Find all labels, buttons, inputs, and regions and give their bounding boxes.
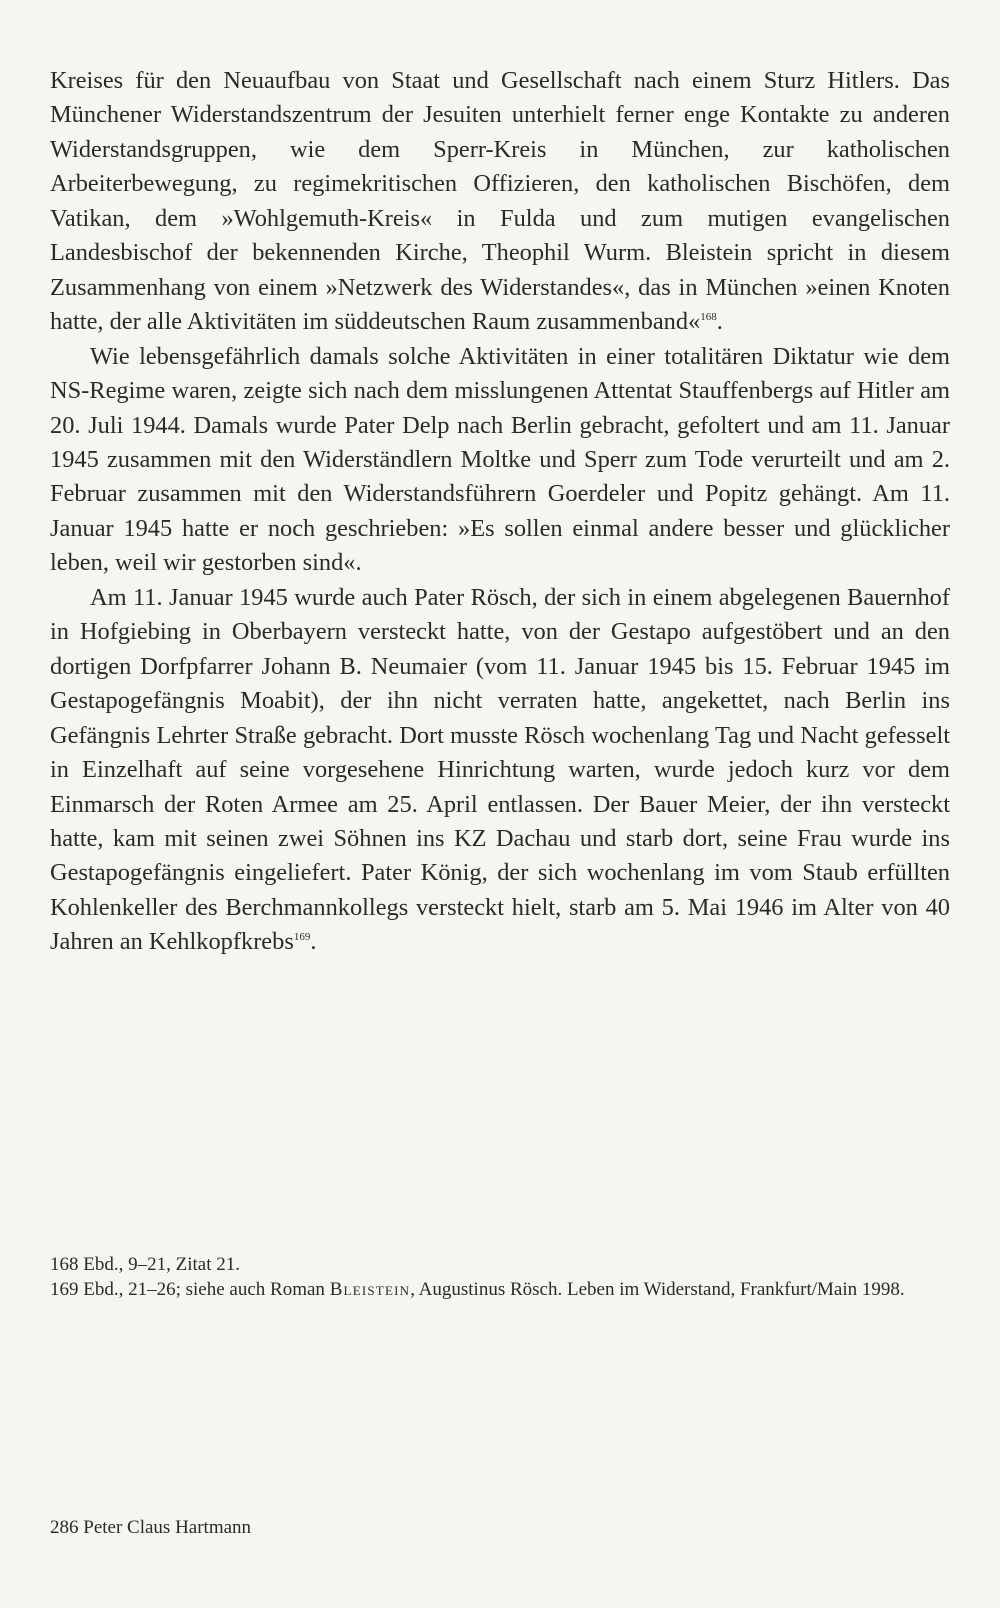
footnote-number: 168: [50, 1254, 79, 1275]
footnotes: [50, 1253, 936, 1302]
paragraph-1: Kreises für den Neuaufbau von Staat und Gesellschaft nach einem Sturz Hitlers. Das Münchener Widerstandszentrum der Jesuiten unterhielt ferner enge Kontakte zu anderen Widerstandsgruppen, wie dem Sperr-Kreis in München, zur katholischen Arbeiterbewegung, zu regimekritischen Offizieren, den katholischen Bischöfen, dem Vatikan, dem »Wohlgemuth-Kreis« in Fulda und zum mutigen evangelischen Landesbischof der bekennenden Kirche, Theophil Wurm. Bleistein spricht in diesem Zusammenhang von einem »Netzwerk des Widerstandes«, das in München »einen Knoten hatte, der alle Aktivitäten im süddeutschen Raum zusammenband«$^{168}$.: [50, 67, 950, 336]
footer-author: Peter Claus Hartmann: [83, 1517, 252, 1538]
paragraph-2: Wie lebensgefährlich damals solche Aktivitäten in einer totalitären Diktatur wie dem NS-Regime waren, zeigte sich nach dem misslungenen Attentat Stauffenbergs auf Hitler am 20. Juli 1944. Damals wurde Pater Delp nach Berlin gebracht, gefoltert und am 11. Januar 1945 zusammen mit den Widerständlern Moltke und Sperr zum Tode verurteilt und am 2. Februar zusammen mit den Widerstandsführern Goerdeler und Popitz gehängt. Am 11. Januar 1945 hatte er noch geschrieben: »Es sollen einmal andere besser und glücklicher leben, weil wir gestorben sind«.: [50, 342, 950, 577]
footnote-number: 169: [50, 1278, 79, 1300]
cited-author: Bleistein: [329, 1278, 411, 1300]
footnote-169: 169 Ebd., 21–26; siehe auch Roman Bleistein, Augustinus Rösch. Leben im Widerstand, Frankfurt/Main 1998.: [50, 1278, 905, 1300]
footnote-168: 168 Ebd., 9–21, Zitat 21.: [50, 1254, 240, 1275]
running-footer: [50, 1517, 251, 1539]
body-text: [50, 64, 950, 960]
footnote-ref-168[interactable]: 168: [700, 311, 717, 324]
paragraph-3: Am 11. Januar 1945 wurde auch Pater Rösch, der sich in einem abgelegenen Bauernhof in Hofgiebing in Oberbayern versteckt hatte, von der Gestapo aufgestöbert und an den dortigen Dorfpfarrer Johann B. Neumaier (vom 11. Januar 1945 bis 15. Februar 1945 im Gestapogefängnis Moabit), der ihn nicht verraten hatte, angekettet, nach Berlin ins Gefängnis Lehrter Straße gebracht. Dort musste Rösch wochenlang Tag und Nacht gefesselt in Einzelhaft auf seine vorgesehene Hinrichtung warten, wurde jedoch kurz vor dem Einmarsch der Roten Armee am 25. April entlassen. Der Bauer Meier, der ihn versteckt hatte, kam mit seinen zwei Söhnen ins KZ Dachau und starb dort, seine Frau wurde ins Gestapogefängnis eingeliefert. Pater König, der sich wochenlang im vom Staub erfüllten Kohlenkeller des Berchmannkollegs versteckt hielt, starb am 5. Mai 1946 im Alter von 40 Jahren an Kehlkopfkrebs$^{169}$.: [50, 583, 950, 956]
page-number: 286: [50, 1517, 79, 1538]
footnote-ref-169[interactable]: 169: [293, 931, 311, 944]
